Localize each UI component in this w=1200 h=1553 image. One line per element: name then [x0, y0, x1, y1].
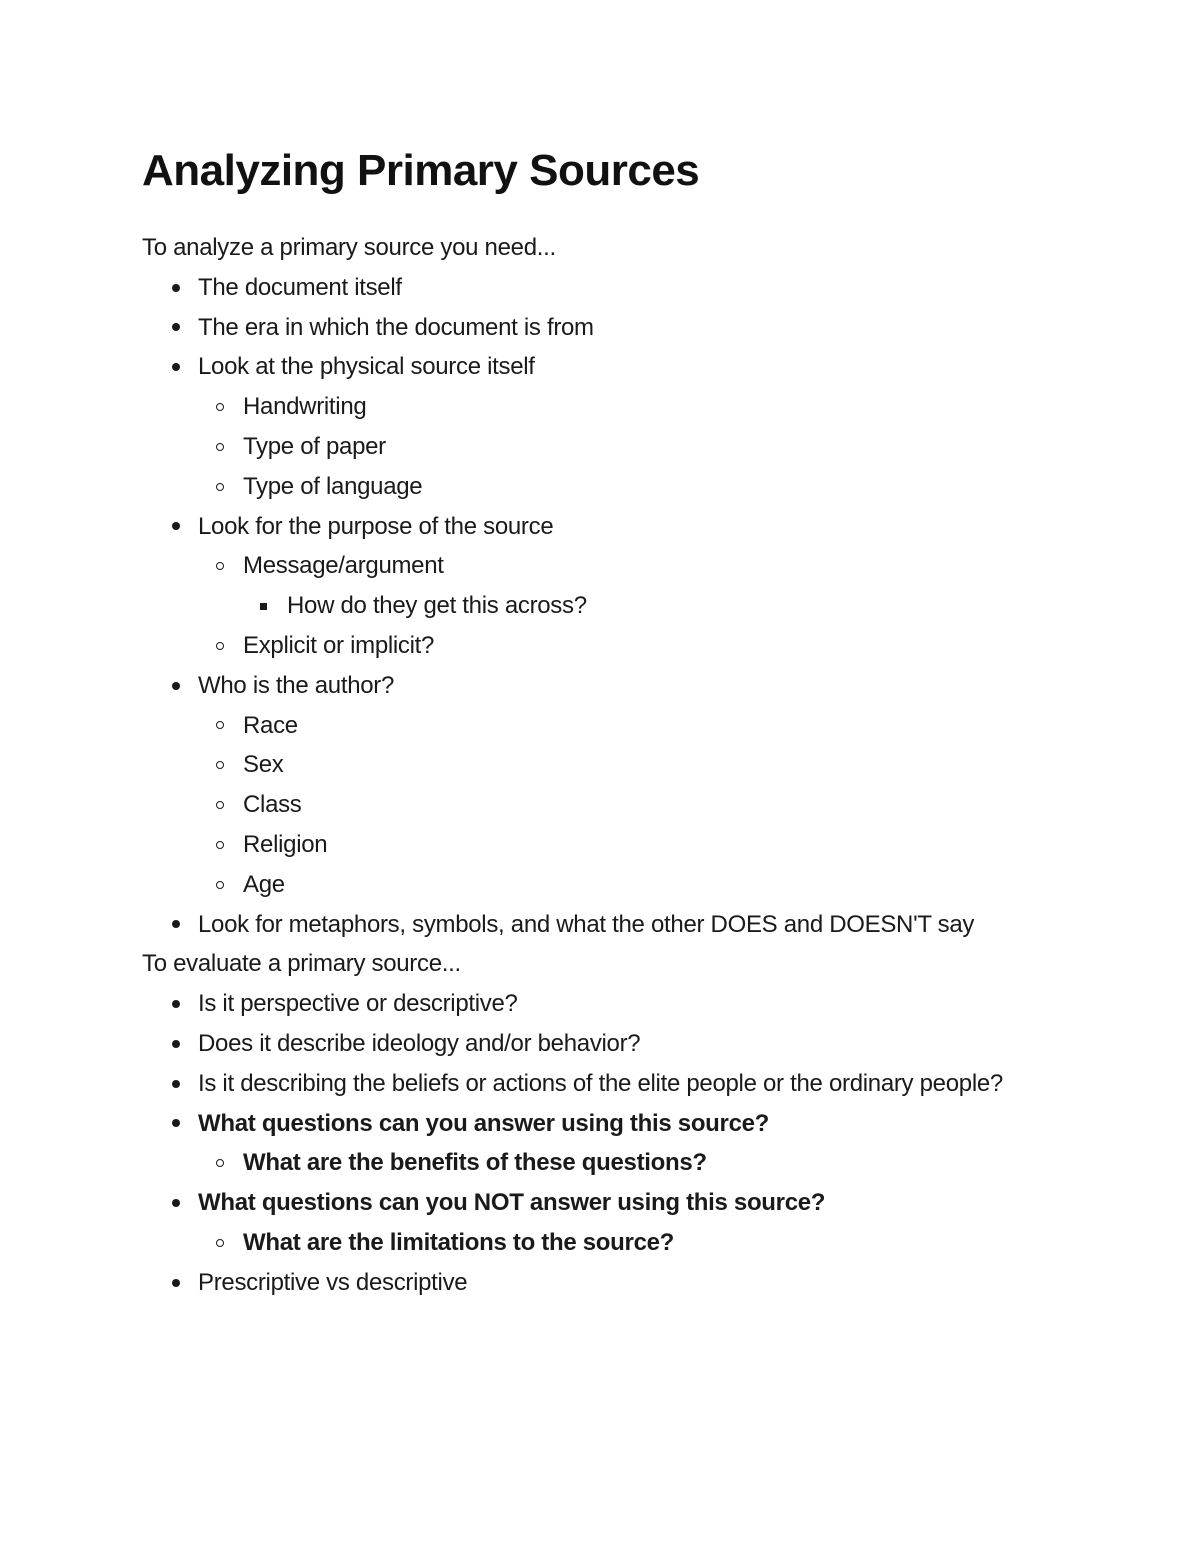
bullet-circle-icon [216, 626, 224, 666]
bullet-dot-icon [172, 268, 180, 308]
list-item: The document itself [142, 268, 1042, 308]
list-item: Explicit or implicit? [142, 626, 1042, 666]
analyze-list [142, 268, 1042, 945]
bullet-dot-icon [172, 1064, 180, 1104]
analyze-intro: To analyze a primary source you need... [142, 234, 556, 261]
bullet-circle-icon [216, 745, 224, 785]
list-item: Age [142, 865, 1042, 905]
bullet-circle-icon [216, 546, 224, 586]
bullet-dot-icon [172, 984, 180, 1024]
list-item: What are the benefits of these questions? [142, 1143, 1042, 1183]
bullet-dot-icon [172, 347, 180, 387]
document-page [142, 142, 1042, 1303]
list-item: Type of language [142, 467, 1042, 507]
bullet-dot-icon [172, 666, 180, 706]
bullet-dot-icon [172, 507, 180, 547]
list-item: Does it describe ideology and/or behavior? [142, 1024, 1042, 1064]
list-item: Prescriptive vs descriptive [142, 1263, 1042, 1303]
physical-sublist [142, 387, 1042, 506]
bullet-circle-icon [216, 387, 224, 427]
bullet-dot-icon [172, 1104, 180, 1144]
answer-sublist [142, 1143, 1042, 1183]
bullet-circle-icon [216, 785, 224, 825]
list-item: Handwriting [142, 387, 1042, 427]
bullet-dot-icon [172, 1024, 180, 1064]
bullet-dot-icon [172, 1263, 180, 1303]
list-item: What questions can you answer using this source? [142, 1104, 1042, 1144]
list-item: Race [142, 706, 1042, 746]
page-title: Analyzing Primary Sources [142, 146, 700, 195]
list-item: Religion [142, 825, 1042, 865]
list-item: Class [142, 785, 1042, 825]
bullet-circle-icon [216, 706, 224, 746]
list-item: What questions can you NOT answer using this source? [142, 1183, 1042, 1223]
list-item: Sex [142, 745, 1042, 785]
bullet-circle-icon [216, 865, 224, 905]
list-item: Look at the physical source itself [142, 347, 1042, 387]
list-item: Message/argument [142, 546, 1042, 586]
list-item: Is it describing the beliefs or actions of the elite people or the ordinary people? [142, 1064, 1042, 1104]
bullet-dot-icon [172, 308, 180, 348]
list-item: Type of paper [142, 427, 1042, 467]
nested-list-container [142, 1223, 1042, 1263]
bullet-circle-icon [216, 1143, 224, 1183]
list-item: What are the limitations to the source? [142, 1223, 1042, 1263]
bullet-circle-icon [216, 467, 224, 507]
nested-list-container [142, 586, 1042, 626]
purpose-sublist [142, 546, 1042, 665]
list-item: Is it perspective or descriptive? [142, 984, 1042, 1024]
list-item: Look for metaphors, symbols, and what the other DOES and DOESN'T say [142, 905, 1042, 945]
bullet-dot-icon [172, 905, 180, 945]
not-answer-sublist [142, 1223, 1042, 1263]
bullet-dot-icon [172, 1183, 180, 1223]
bullet-circle-icon [216, 427, 224, 467]
evaluate-intro: To evaluate a primary source... [142, 950, 461, 978]
list-item: Who is the author? [142, 666, 1042, 706]
author-sublist [142, 706, 1042, 905]
bullet-square-icon [260, 586, 267, 626]
bullet-circle-icon [216, 1223, 224, 1263]
list-item: Look for the purpose of the source [142, 507, 1042, 547]
list-item: How do they get this across? [142, 586, 1042, 626]
bullet-circle-icon [216, 825, 224, 865]
message-sublist [142, 586, 1042, 626]
evaluate-list [142, 984, 1042, 1302]
nested-list-container [142, 706, 1042, 905]
nested-list-container [142, 546, 1042, 665]
nested-list-container [142, 1143, 1042, 1183]
nested-list-container [142, 387, 1042, 506]
list-item: The era in which the document is from [142, 308, 1042, 348]
